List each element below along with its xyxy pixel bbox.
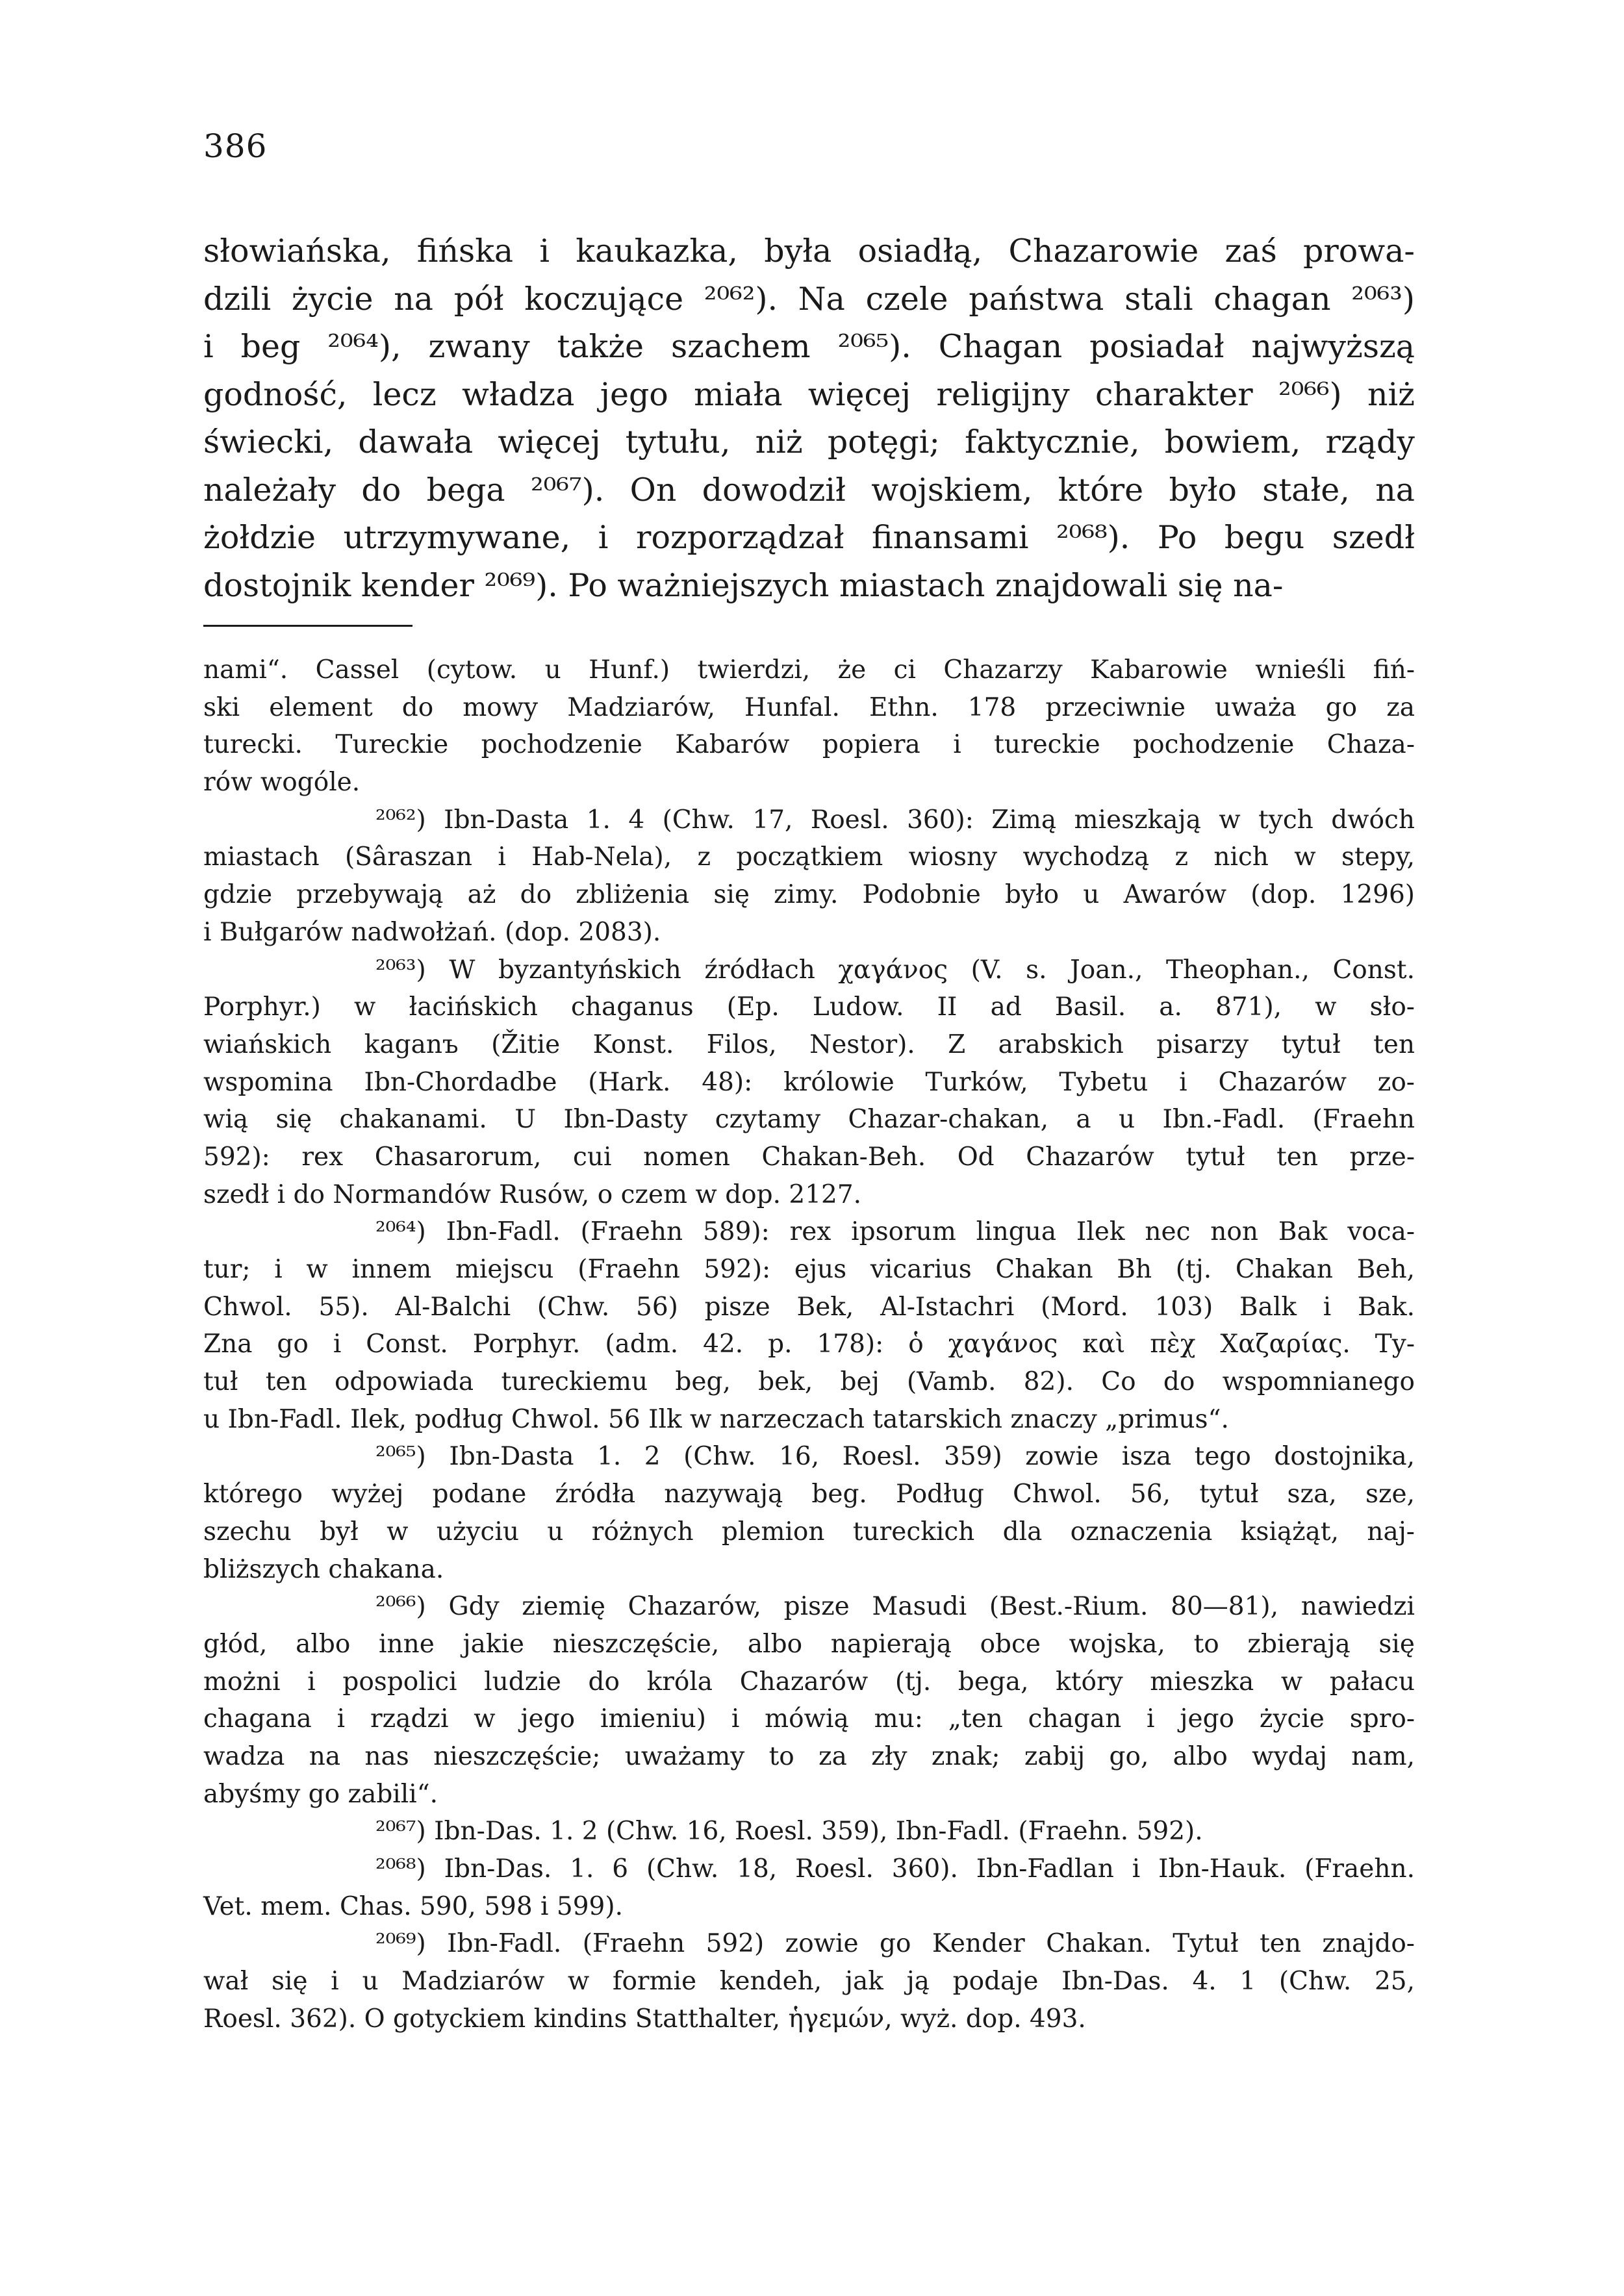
main-text-line: dzili życie na pół koczujące ²⁰⁶²). Na czele państwa stali chagan ²⁰⁶³) <box>203 280 1415 318</box>
footnote-2064: ²⁰⁶⁴) Ibn-Fadl. (Fraehn 589): rex ipsorum lingua Ilek nec non Bak voca- <box>375 1217 1415 1247</box>
footnote-2063: ²⁰⁶³) W byzantyńskich źródłach χαγάνος (V. s. Joan., Theophan., Const. <box>375 955 1415 985</box>
footnote-line: u Ibn-Fadl. Ilek, podług Chwol. 56 Ilk w narzeczach tatarskich znaczy „primus“. <box>203 1404 1229 1434</box>
footnote-line: bliższych chakana. <box>203 1554 444 1584</box>
footnote-line: gdzie przebywają aż do zbliżenia się zimy. Podobnie było u Awarów (dop. 1296) <box>203 880 1415 910</box>
footnote-line: wspomina Ibn-Chordadbe (Hark. 48): królowie Turków, Tybetu i Chazarów zo- <box>203 1067 1415 1097</box>
footnote-line: Roesl. 362). O gotyckiem kindins Statthalter, ἡγεμών, wyż. dop. 493. <box>203 2004 1086 2034</box>
footnote-line: ski element do mowy Madziarów, Hunfal. Ethn. 178 przeciwnie uważa go za <box>203 692 1415 722</box>
main-text <box>203 227 1415 609</box>
footnote-line: którego wyżej podane źródła nazywają beg. Podług Chwol. 56, tytuł sza, sze, <box>203 1480 1415 1509</box>
footnote-line: tuł ten odpowiada tureckiemu beg, bek, bej (Vamb. 82). Co do wspomnianego <box>203 1367 1415 1397</box>
footnotes <box>203 651 1415 2037</box>
footnote-line: turecki. Tureckie pochodzenie Kabarów popiera i tureckie pochodzenie Chaza- <box>203 730 1415 760</box>
footnote-2067: ²⁰⁶⁷) Ibn-Das. 1. 2 (Chw. 16, Roesl. 359), Ibn-Fadl. (Fraehn. 592). <box>375 1817 1203 1847</box>
footnote-2069: ²⁰⁶⁹) Ibn-Fadl. (Fraehn 592) zowie go Kender Chakan. Tytuł ten znajdo- <box>375 1929 1415 1959</box>
footnote-line: rów wogóle. <box>203 768 361 798</box>
footnote-line: 592): rex Chasarorum, cui nomen Chakan-Beh. Od Chazarów tytuł ten prze- <box>203 1142 1415 1172</box>
main-text-line: i beg ²⁰⁶⁴), zwany także szachem ²⁰⁶⁵). Chagan posiadał najwyższą <box>203 328 1415 365</box>
footnote-separator <box>203 625 412 627</box>
footnote-line: wał się i u Madziarów w formie kendeh, jak ją podaje Ibn-Das. 4. 1 (Chw. 25, <box>203 1967 1415 1997</box>
footnote-2066: ²⁰⁶⁶) Gdy ziemię Chazarów, pisze Masudi (Best.-Rium. 80—81), nawiedzi <box>375 1592 1415 1622</box>
footnote-line: szechu był w użyciu u różnych plemion tureckich dla oznaczenia książąt, naj- <box>203 1517 1415 1546</box>
footnote-line: głód, albo inne jakie nieszczęście, albo napierają obce wojska, to zbierają się <box>203 1629 1415 1659</box>
footnote-line: tur; i w innem miejscu (Fraehn 592): ejus vicarius Chakan Bh (tj. Chakan Beh, <box>203 1255 1415 1284</box>
main-text-line: słowiańska, fińska i kaukazka, była osiadłą, Chazarowie zaś prowa- <box>203 233 1415 270</box>
footnote-line: chagana i rządzi w jego imieniu) i mówią mu: „ten chagan i jego życie spro- <box>203 1704 1415 1734</box>
footnote-line: wadza na nas nieszczęście; uważamy to za zły znak; zabij go, albo wydaj nam, <box>203 1741 1415 1771</box>
footnote-line: wiańskich kaganъ (Žitie Konst. Filos, Nestor). Z arabskich pisarzy tytuł ten <box>203 1029 1415 1059</box>
footnote-line: wią się chakanami. U Ibn-Dasty czytamy Chazar-chakan, a u Ibn.-Fadl. (Fraehn <box>203 1105 1415 1135</box>
footnote-line: abyśmy go zabili“. <box>203 1779 438 1809</box>
footnote-2062: ²⁰⁶²) Ibn-Dasta 1. 4 (Chw. 17, Roesl. 360): Zimą mieszkają w tych dwóch <box>375 805 1415 835</box>
footnote-line: miastach (Sâraszan i Hab-Nela), z początkiem wiosny wychodzą z nich w stepy, <box>203 842 1415 872</box>
footnote-line: Chwol. 55). Al-Balchi (Chw. 56) pisze Bek, Al-Istachri (Mord. 103) Balk i Bak. <box>203 1292 1415 1322</box>
footnote-line: możni i pospolici ludzie do króla Chazarów (tj. bega, który mieszka w pałacu <box>203 1667 1415 1697</box>
main-text-line: należały do bega ²⁰⁶⁷). On dowodził wojskiem, które było stałe, na <box>203 471 1415 509</box>
footnote-line: Porphyr.) w łacińskich chaganus (Ep. Ludow. II ad Basil. a. 871), w sło- <box>203 992 1415 1022</box>
footnote-2065: ²⁰⁶⁵) Ibn-Dasta 1. 2 (Chw. 16, Roesl. 359) zowie isza tego dostojnika, <box>375 1442 1415 1472</box>
footnote-2068: ²⁰⁶⁸) Ibn-Das. 1. 6 (Chw. 18, Roesl. 360). Ibn-Fadlan i Ibn-Hauk. (Fraehn. <box>375 1854 1415 1884</box>
page-number: 386 <box>203 127 268 165</box>
main-text-line: godność, lecz władza jego miała więcej religijny charakter ²⁰⁶⁶) niż <box>203 375 1415 413</box>
footnote-line: Zna go i Const. Porphyr. (adm. 42. p. 178): ὁ χαγάνος καὶ πὲχ Χαζαρίας. Ty- <box>203 1330 1415 1359</box>
footnote-line: nami“. Cassel (cytow. u Hunf.) twierdzi, że ci Chazarzy Kabarowie wnieśli fiń- <box>203 655 1415 685</box>
main-text-line: świecki, dawała więcej tytułu, niż potęgi; faktycznie, bowiem, rządy <box>203 423 1415 460</box>
footnote-line: i Bułgarów nadwołżań. (dop. 2083). <box>203 917 661 947</box>
main-text-line: żołdzie utrzymywane, i rozporządzał finansami ²⁰⁶⁸). Po begu szedł <box>203 519 1415 556</box>
footnote-line: szedł i do Normandów Rusów, o czem w dop. 2127. <box>203 1180 862 1209</box>
footnote-line: Vet. mem. Chas. 590, 598 i 599). <box>203 1891 623 1921</box>
main-text-line: dostojnik kender ²⁰⁶⁹). Po ważniejszych miastach znajdowali się na- <box>203 566 1284 604</box>
